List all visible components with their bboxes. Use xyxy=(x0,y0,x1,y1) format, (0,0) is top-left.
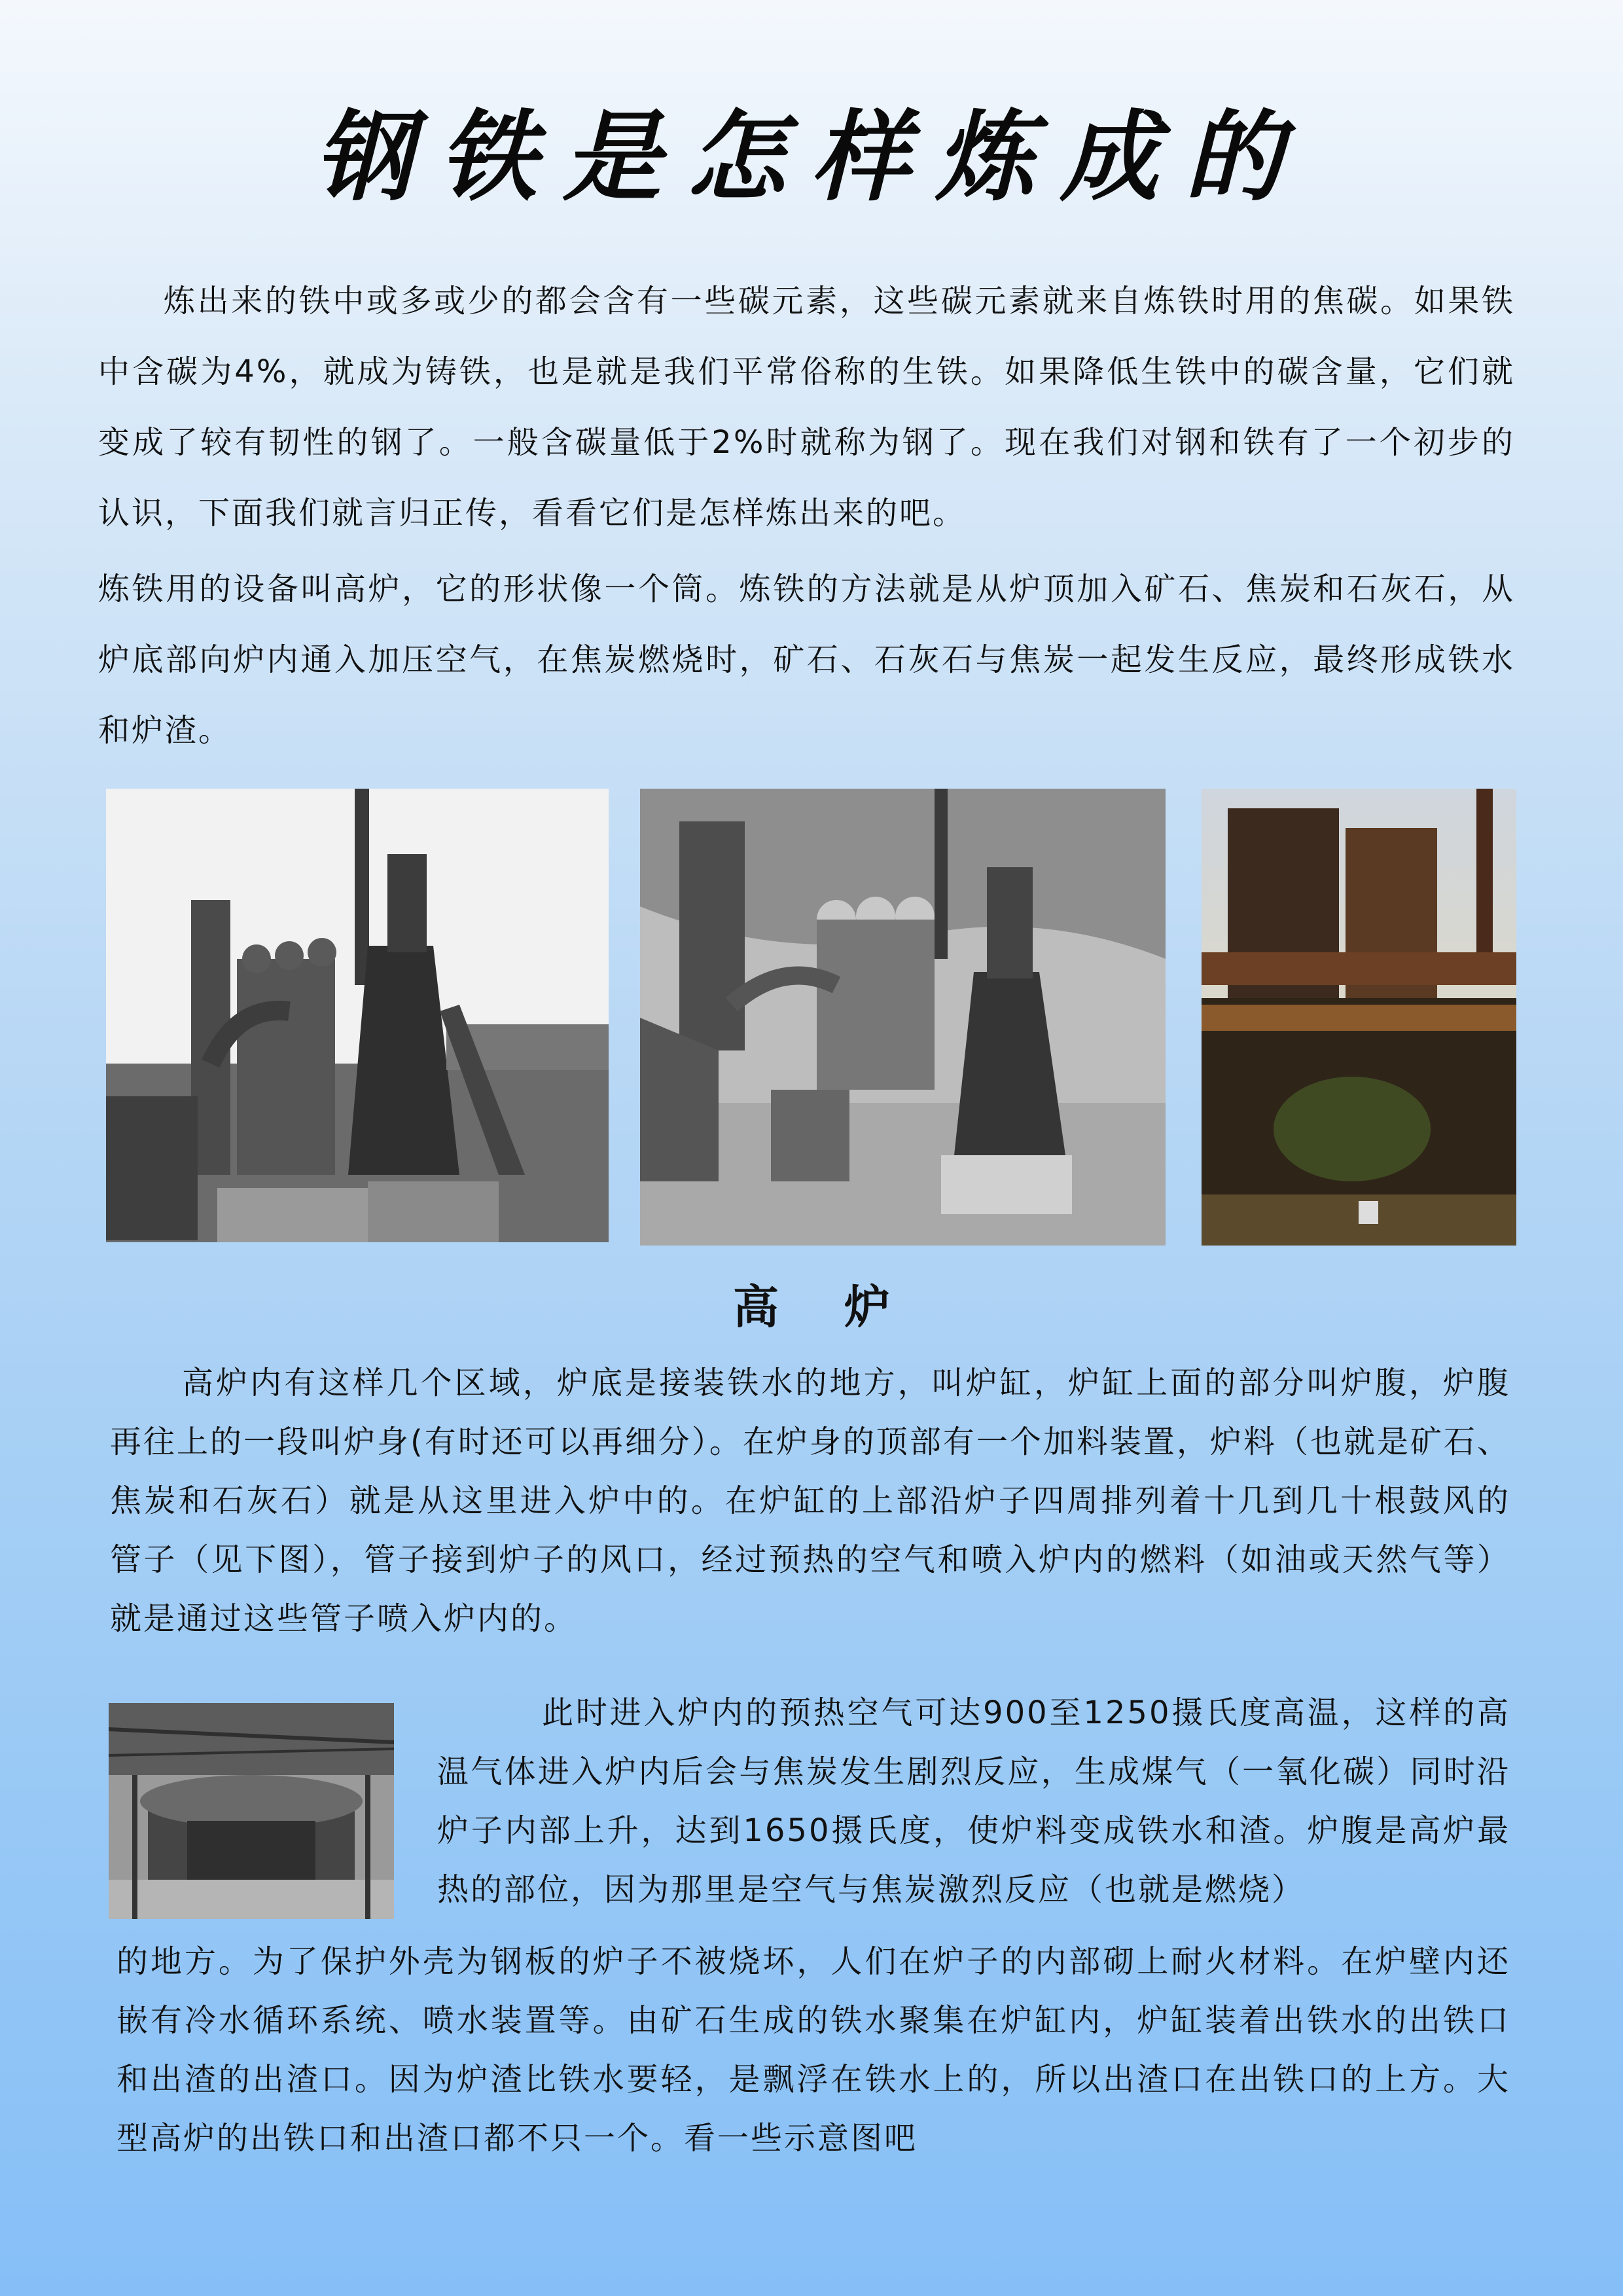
furnace-tuyere-photo xyxy=(109,1703,394,1919)
section-heading: 高炉 xyxy=(733,1280,955,1334)
section-paragraph-1: 高炉内有这样几个区域，炉底是接装铁水的地方，叫炉缸，炉缸上面的部分叫炉腹，炉腹再往上的一段叫炉身(有时还可以再细分）。在炉身的顶部有一个加料装置，炉料（也就是矿石、焦炭和石灰石）就是从这里进入炉中的。在炉缸的上部沿炉子四周排列着十几到几十根鼓风的管子（见下图），管子接到炉子的风口，经过预热的空气和喷入炉内的燃料（如油或天然气等）就是通过这些管子喷入炉内的。 xyxy=(110,1365,1510,1637)
blast-furnace-photo-1 xyxy=(106,789,609,1242)
section-paragraph-3: 的地方。为了保护外壳为钢板的炉子不被烧坏，人们在炉子的内部砌上耐火材料。在炉壁内还嵌有冷水循环系统、喷水装置等。由矿石生成的铁水聚集在炉缸内，炉缸装着出铁水的出铁口和出渣的出渣口。因为炉渣比铁水要轻，是飘浮在铁水上的，所以出渣口在出铁口的上方。大型高炉的出铁口和出渣口都不只一个。看一些示意图吧 xyxy=(116,1943,1510,2157)
blast-furnace-photo-2 xyxy=(640,789,1166,1246)
intro-paragraph-1: 炼出来的铁中或多或少的都会含有一些碳元素，这些碳元素就来自炼铁时用的焦碳。如果铁中含碳为4%，就成为铸铁，也是就是我们平常俗称的生铁。如果降低生铁中的碳含量，它们就变成了较有韧性的钢了。一般含碳量低于2%时就称为钢了。现在我们对钢和铁有了一个初步的认识，下面我们就言归正传，看看它们是怎样炼出来的吧。 xyxy=(98,283,1515,531)
page-title: 钢铁是怎样炼成的 xyxy=(313,99,1309,215)
blast-furnace-photo-3 xyxy=(1202,789,1516,1246)
section-paragraph-2: 此时进入炉内的预热空气可达900至1250摄氏度高温，这样的高温气体进入炉内后会与焦炭发生剧烈反应，生成煤气（一氧化碳）同时沿炉子内部上升，达到1650摄氏度，使炉料变成铁水和渣。炉腹是高炉最热的部位，因为那里是空气与焦炭激烈反应（也就是燃烧） xyxy=(437,1695,1510,1908)
intro-paragraph-2: 炼铁用的设备叫高炉，它的形状像一个筒。炼铁的方法就是从炉顶加入矿石、焦炭和石灰石，从炉底部向炉内通入加压空气，在焦炭燃烧时，矿石、石灰石与焦炭一起发生反应，最终形成铁水和炉渣。 xyxy=(98,571,1515,749)
